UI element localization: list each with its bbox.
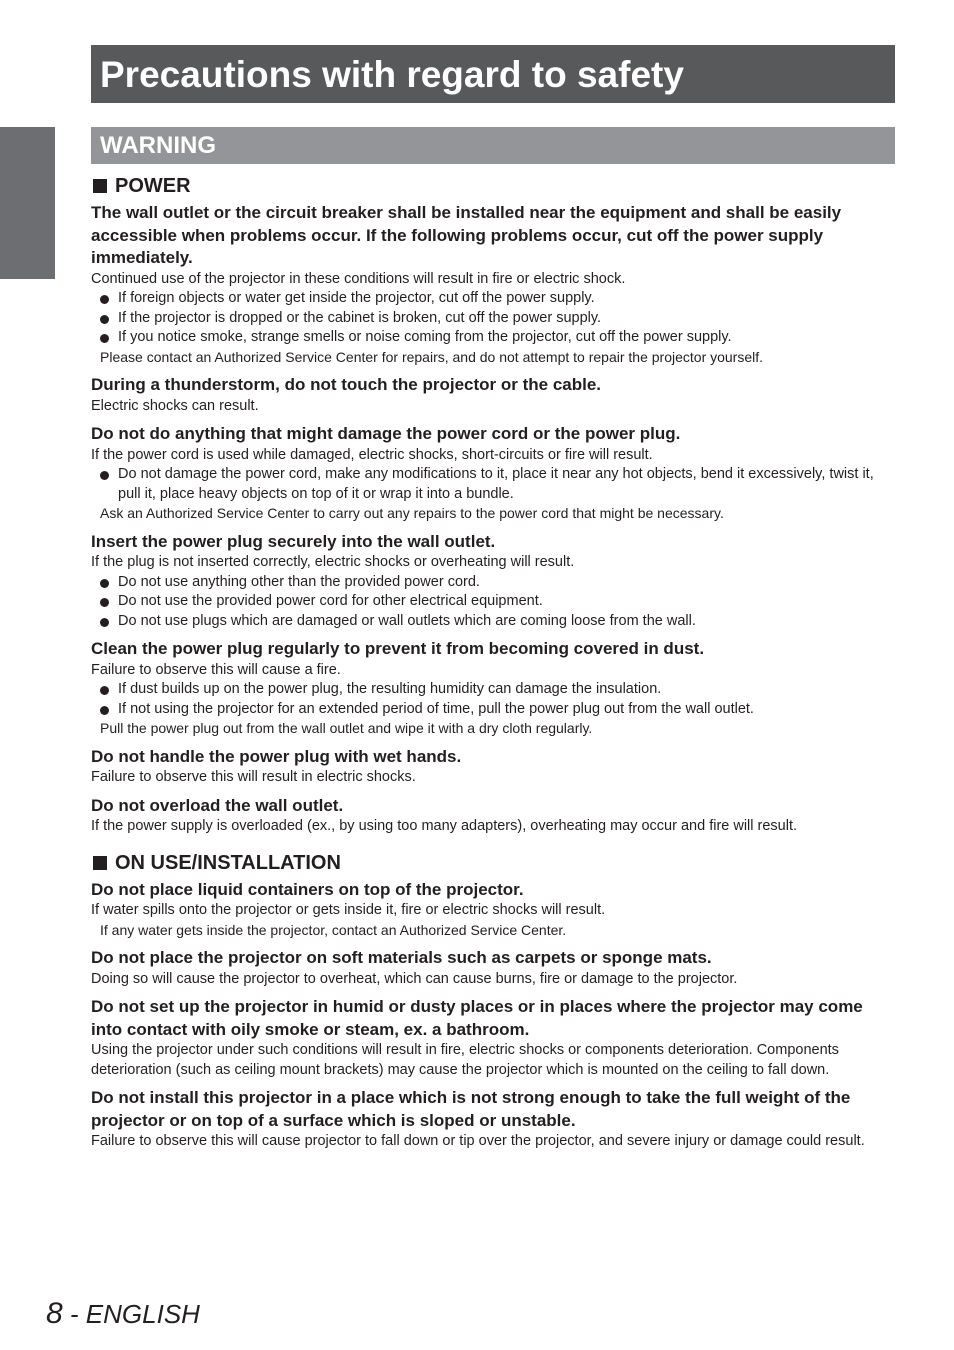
item-text: If the power cord is used while damaged, electric shocks, short-circuits or fire will result. [91,446,653,463]
item-text: Using the projector under such conditions will result in fire, electric shocks or components deterioration. Components deterioration (such as ceiling mount brackets) may cause the projector which is mounted on the ceiling to fall down. [91,1042,839,1078]
bullet-text: If not using the projector for an extended period of time, pull the power plug out from the wall outlet. [118,700,754,717]
item-heading: Do not do anything that might damage the power cord or the power plug. [91,424,681,443]
page-footer [46,1298,200,1330]
bullet-text: If foreign objects or water get inside the projector, cut off the power supply. [118,290,595,306]
section-heading-power [91,174,895,198]
item-heading: The wall outlet or the circuit breaker shall be installed near the equipment and shall be easily accessible when problems occur. If the following problems occur, cut off the power supply immediately. [91,203,842,267]
bullet-item [91,680,895,700]
item-heading: Insert the power plug securely into the wall outlet. [91,531,496,551]
bullet-list [91,289,895,348]
item-heading: Do not overload the wall outlet. [91,795,344,815]
bullet-text: Do not use plugs which are damaged or wall outlets which are coming loose from the wall. [118,612,696,629]
bullet-list [91,573,895,632]
bullet-dot-icon [100,618,109,627]
bullet-item [91,289,895,309]
bullet-dot-icon [100,706,109,715]
bullet-text: If you notice smoke, strange smells or noise coming from the projector, cut off the power supply. [118,329,732,345]
bullet-list [91,680,895,719]
item-text: Electric shocks can result. [91,397,259,414]
item-note: Please contact an Authorized Service Center for repairs, and do not attempt to repair the projector yourself. [100,348,764,365]
bullet-item [91,309,895,329]
bullet-dot-icon [100,334,109,343]
item-text: Failure to observe this will cause projector to fall down or tip over the projector, and severe injury or damage could result. [91,1133,865,1149]
item-text: If water spills onto the projector or gets inside it, fire or electric shocks will result. [91,902,606,918]
bullet-text: If dust builds up on the power plug, the resulting humidity can damage the insulation. [118,681,662,697]
item-heading: Do not place liquid containers on top of the projector. [91,879,524,899]
bullet-item [91,465,895,504]
item-text: Doing so will cause the projector to overheat, which can cause burns, fire or damage to the projector. [91,970,738,987]
page-language: - ENGLISH [69,1299,200,1329]
bullet-text: Do not damage the power cord, make any modifications to it, place it near any hot objects, bend it excessively, twist it, pull it, place heavy objects on top of it or wrap it into a bundle. [118,466,874,502]
bullet-dot-icon [100,315,109,324]
page-title: Precautions with regard to safety [100,54,684,95]
bullet-item [91,612,895,632]
title-bar [91,45,895,103]
warning-heading: WARNING [100,132,216,159]
bullet-dot-icon [100,598,109,607]
bullet-item [91,592,895,612]
item-note: Ask an Authorized Service Center to carry out any repairs to the power cord that might be necessary. [100,505,724,521]
item-heading: Do not place the projector on soft materials such as carpets or sponge mats. [91,948,712,967]
item-heading: Do not install this projector in a place which is not strong enough to take the full weight of the projector or on top of a surface which is sloped or unstable. [91,1088,851,1130]
bullet-dot-icon [100,579,109,588]
bullet-item [91,328,895,348]
page-number: 8 [46,1297,63,1330]
section-heading-use-installation [91,851,895,875]
bullet-item [91,573,895,593]
bullet-item [91,700,895,720]
item-note: Pull the power plug out from the wall outlet and wipe it with a dry cloth regularly. [100,720,593,736]
item-text: If the power supply is overloaded (ex., by using too many adapters), overheating may occur and fire will result. [91,818,798,834]
item-heading: Clean the power plug regularly to prevent it from becoming covered in dust. [91,639,705,658]
section-heading-text: POWER [115,175,191,197]
item-text: Continued use of the projector in these conditions will result in fire or electric shock. [91,270,626,287]
bullet-list [91,465,895,504]
bullet-text: Do not use anything other than the provided power cord. [118,573,480,590]
item-note: If any water gets inside the projector, contact an Authorized Service Center. [100,921,567,938]
side-tab [0,127,55,369]
section-heading-text: ON USE/INSTALLATION [115,851,341,874]
square-bullet-icon [93,856,107,870]
bullet-dot-icon [100,471,109,480]
side-tab-label: Important Information [12,291,43,369]
bullet-dot-icon [100,295,109,304]
item-heading: During a thunderstorm, do not touch the projector or the cable. [91,375,602,394]
item-text: Failure to observe this will result in electric shocks. [91,769,416,785]
item-text: Failure to observe this will cause a fire. [91,661,341,678]
content [91,172,895,1152]
warning-bar [91,127,895,164]
item-heading: Do not handle the power plug with wet hands. [91,746,462,766]
square-bullet-icon [93,179,107,193]
item-heading: Do not set up the projector in humid or dusty places or in places where the projector may come into contact with oily smoke or steam, ex. a bathroom. [91,997,863,1039]
bullet-dot-icon [100,686,109,695]
item-text: If the plug is not inserted correctly, electric shocks or overheating will result. [91,554,575,570]
bullet-text: Do not use the provided power cord for other electrical equipment. [118,593,543,609]
bullet-text: If the projector is dropped or the cabinet is broken, cut off the power supply. [118,309,602,326]
